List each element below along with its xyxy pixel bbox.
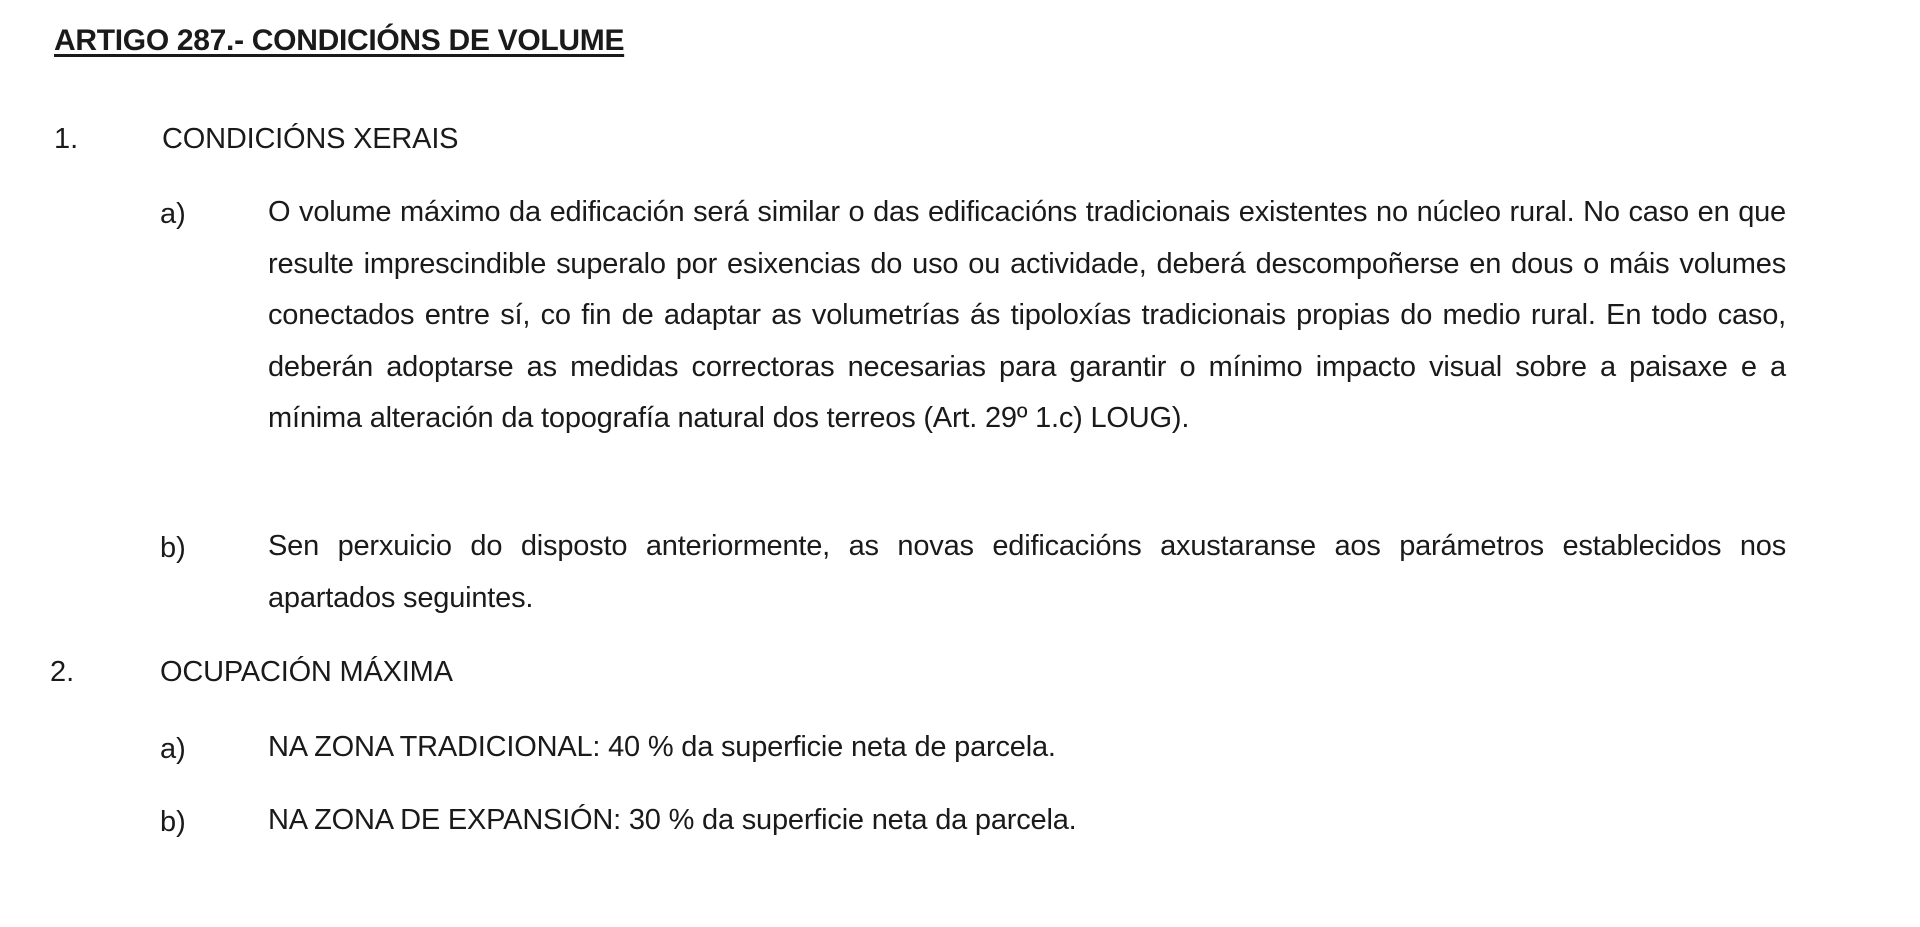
item-text: Sen perxuicio do disposto anteriormente, as novas edificacións axustaranse aos parámetros establecidos nos apartados seguintes. xyxy=(268,530,1786,614)
item-letter: b) xyxy=(160,532,186,564)
item-text: NA ZONA DE EXPANSIÓN: 30 % da superficie neta da parcela. xyxy=(268,804,1077,836)
article-title: ARTIGO 287.- CONDICIÓNS DE VOLUME xyxy=(54,24,625,57)
section-number: 1. xyxy=(54,123,79,155)
section-title: CONDICIÓNS XERAIS xyxy=(162,123,459,155)
section-title: OCUPACIÓN MÁXIMA xyxy=(160,656,453,688)
item-letter: b) xyxy=(160,806,186,838)
section-number: 2. xyxy=(50,656,75,688)
item-letter: a) xyxy=(160,198,186,230)
item-text: NA ZONA TRADICIONAL: 40 % da superficie neta de parcela. xyxy=(268,731,1056,763)
item-text: O volume máximo da edificación será similar o das edificacións tradicionais existentes no núcleo rural. No caso en que resulte imprescindible superalo por esixencias do uso ou actividade, deberá descompoñerse en dous o máis volumes conectados entre sí, co fin de adaptar as volumetrías ás tipoloxías tradicionais propias do medio rural. En todo caso, deberán adoptarse as medidas correctoras necesarias para garantir o mínimo impacto visual sobre a paisaxe e a mínima alteración da topografía natural dos terreos (Art. 29º 1.c) LOUG). xyxy=(268,196,1786,434)
item-letter: a) xyxy=(160,733,186,765)
